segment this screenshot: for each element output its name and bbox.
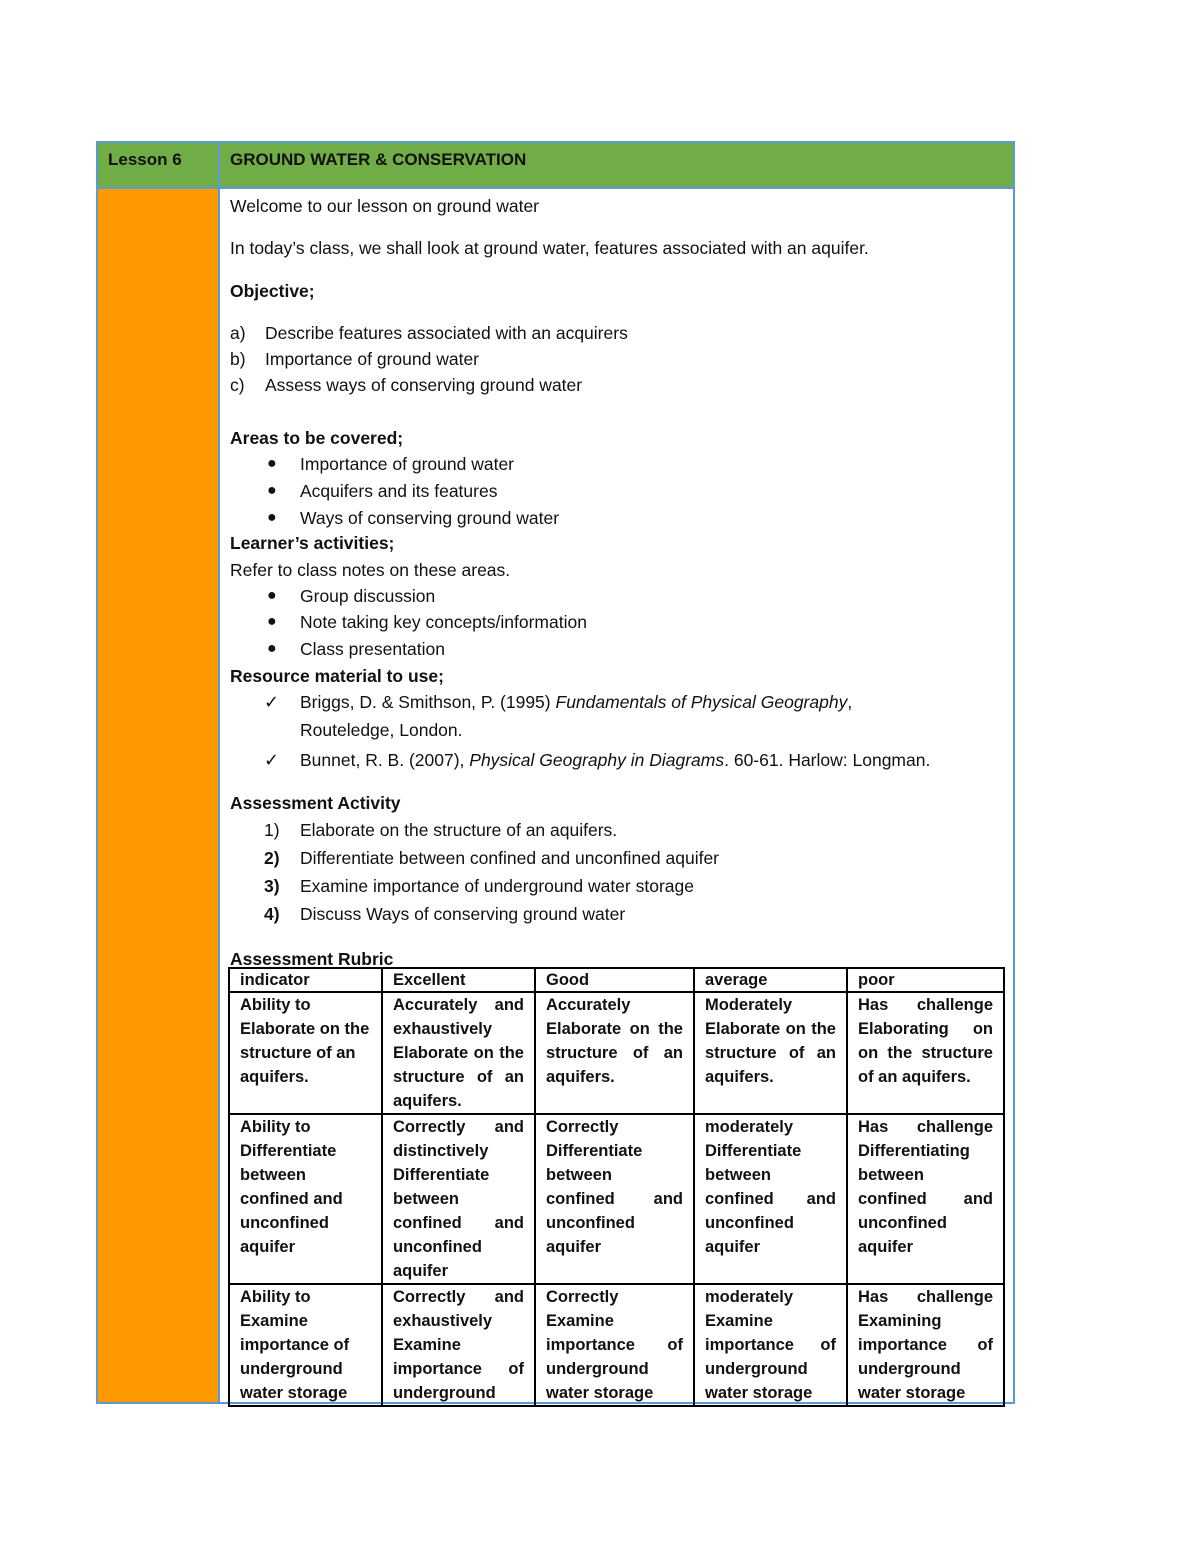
table-cell: Accurately Elaborate on the structure of an aquifers. xyxy=(535,992,694,1114)
assessment-heading: Assessment Activity xyxy=(230,793,401,813)
bullet-icon: ● xyxy=(267,640,277,657)
checkmark-icon: ✓ xyxy=(264,750,280,770)
orange-side-column xyxy=(98,189,220,1402)
bullet-icon: ● xyxy=(267,482,277,499)
today-text: In today’s class, we shall look at ground water, features associated with an aquifer. xyxy=(230,238,869,258)
table-cell: Has challenge Differentiating between confined and unconfined aquifer xyxy=(847,1114,1004,1284)
activities-intro: Refer to class notes on these areas. xyxy=(230,560,511,580)
lesson-number: Lesson 6 xyxy=(108,150,182,169)
bullet-icon: ● xyxy=(267,587,277,604)
rubric-column-header: poor xyxy=(847,968,1004,992)
areas-heading: Areas to be covered; xyxy=(230,428,404,448)
table-cell: Ability to Differentiate between confined and unconfined aquifer xyxy=(229,1114,382,1284)
table-cell: Ability to Examine importance of underground water storage xyxy=(229,1284,382,1406)
table-cell: Correctly and exhaustively Examine importance of underground xyxy=(382,1284,535,1406)
rubric-column-header: average xyxy=(694,968,847,992)
table-cell: Correctly and distinctively Differentiate between confined and unconfined aquifer xyxy=(382,1114,535,1284)
bullet-icon: ● xyxy=(267,509,277,526)
objective-heading: Objective; xyxy=(230,281,315,301)
table-cell: Has challenge Elaborating on on the structure of an aquifers. xyxy=(847,992,1004,1114)
column-divider xyxy=(218,143,220,187)
resources-heading: Resource material to use; xyxy=(230,666,444,686)
table-row xyxy=(229,1284,1004,1406)
table-row xyxy=(229,992,1004,1114)
bullet-icon: ● xyxy=(267,455,277,472)
assessment-rubric-table xyxy=(228,967,1005,1407)
table-cell: Correctly Differentiate between confined and unconfined aquifer xyxy=(535,1114,694,1284)
table-cell: moderately Differentiate between confined and unconfined aquifer xyxy=(694,1114,847,1284)
rubric-column-header: Good xyxy=(535,968,694,992)
table-cell: Moderately Elaborate on the structure of an aquifers. xyxy=(694,992,847,1114)
lesson-title: GROUND WATER & CONSERVATION xyxy=(230,150,527,169)
table-row xyxy=(229,1114,1004,1284)
table-cell: moderately Examine importance of underground water storage xyxy=(694,1284,847,1406)
rubric-heading: Assessment Rubric xyxy=(230,949,394,969)
table-cell: Accurately and exhaustively Elaborate on the structure of an aquifers. xyxy=(382,992,535,1114)
table-cell: Correctly Examine importance of underground water storage xyxy=(535,1284,694,1406)
activities-heading: Learner’s activities; xyxy=(230,533,395,553)
lesson-header-row xyxy=(98,143,1013,189)
bullet-icon: ● xyxy=(267,613,277,630)
welcome-text: Welcome to our lesson on ground water xyxy=(230,196,540,216)
table-cell: Ability to Elaborate on the structure of an aquifers. xyxy=(229,992,382,1114)
rubric-header-row xyxy=(229,968,1004,992)
rubric-column-header: indicator xyxy=(229,968,382,992)
lesson-content: Welcome to our lesson on ground water In today’s class, we shall look at ground water, features associated with an aquifer. Objective; a) Describe features associated with an acquirers b) Importance of ground water c) Assess ways of conserving ground water Areas to be covered; ● Importance of ground water ● Acquifers and its features ● Ways of conserving ground water Learner’s activities; Refer to class notes on these areas. ● Group discussion ● Note taking key concepts/information ● Class presentation Resource material to use; ✓ Briggs, D. & Smithson, P. (1995) Fundamentals of Physical Geography, Routeledge, London. ✓ Bunnet, R. B. (2007), Physical Geography in Diagrams. 60-61. Harlow: Longman. Assessment Activity 1) Elaborate on the structure of an aquifers. 2) Differentiate between confined and unconfined aquifer 3) Examine importance of underground water storage 4) Discuss Ways of conserving ground water Assessment Rubric xyxy=(230,189,1003,1402)
checkmark-icon: ✓ xyxy=(264,692,280,712)
table-cell: Has challenge Examining importance of underground water storage xyxy=(847,1284,1004,1406)
rubric-column-header: Excellent xyxy=(382,968,535,992)
